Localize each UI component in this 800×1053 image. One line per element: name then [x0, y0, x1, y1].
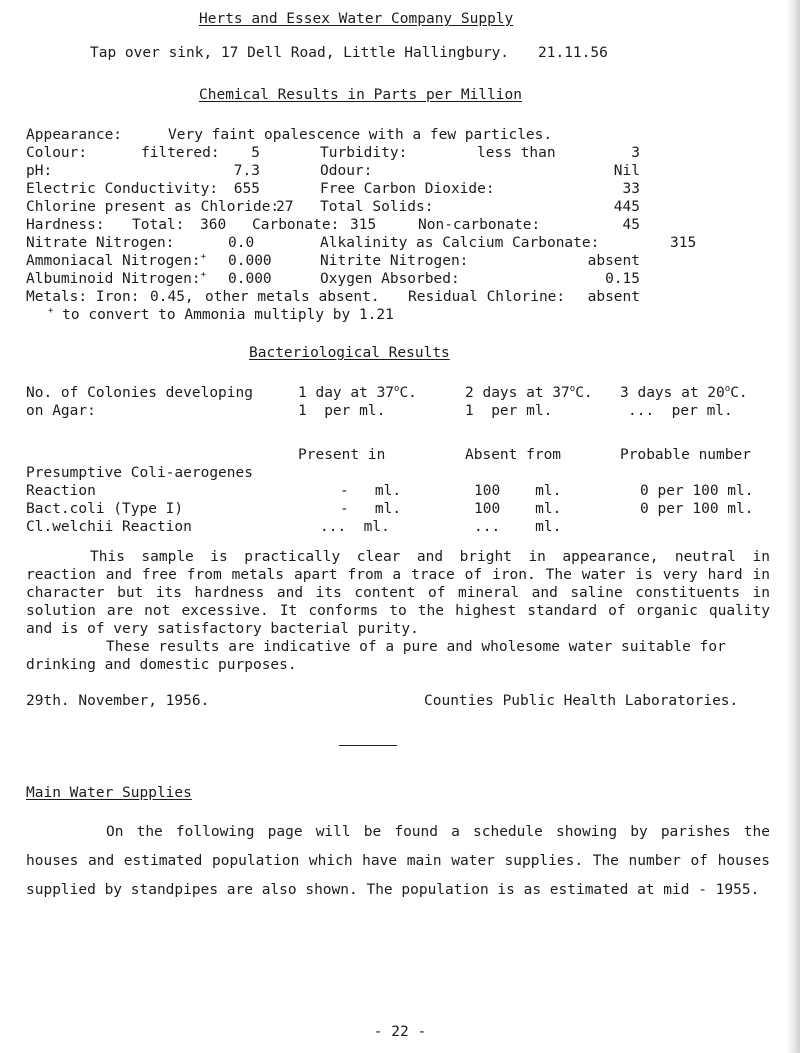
- oxygen-label: Oxygen Absorbed:: [320, 271, 460, 287]
- footnote-mark: +: [48, 306, 54, 316]
- nitrate-value: 0.0: [228, 235, 255, 251]
- colonies-2day-value: 1 per ml.: [465, 403, 553, 419]
- conductivity-label: Electric Conductivity:: [26, 181, 219, 197]
- bacteriological-title: Bacteriological Results: [249, 345, 450, 361]
- col3-head: 3 days at 20: [620, 385, 725, 401]
- colonies-3day-head: [620, 384, 748, 402]
- table-cell-probable: 0 per 100 ml.: [640, 501, 754, 517]
- report-date: 29th. November, 1956.: [26, 693, 210, 709]
- footnote-mark: +: [200, 252, 207, 262]
- carbonate-label: Carbonate:: [252, 217, 340, 233]
- main-supplies-text: On the following page will be found a schedule showing by parishes the houses and estimated population which have main water supplies. The number of houses supplied by standpipes are also shown. The population is as estimated at mid - 1955.: [26, 824, 770, 898]
- metals-label: Metals: Iron:: [26, 289, 140, 305]
- sample-location: Tap over sink, 17 Dell Road, Little Hallingbury.: [90, 45, 510, 61]
- probable-number-header: Probable number: [620, 447, 751, 463]
- albuminoid-nitrogen: [26, 270, 206, 288]
- metals-other: other metals absent.: [205, 289, 380, 305]
- presumptive-reaction-label: Reaction: [26, 483, 96, 499]
- nitrate-label: Nitrate Nitrogen:: [26, 235, 175, 251]
- turbidity-value: 3: [631, 145, 640, 161]
- colour-value: 5: [251, 145, 260, 161]
- appearance-label: Appearance:: [26, 127, 123, 143]
- turbidity-sub: less than: [477, 145, 556, 161]
- degree-mark: o: [394, 384, 400, 394]
- main-supplies-title: Main Water Supplies: [26, 785, 192, 801]
- section-divider: [339, 745, 397, 746]
- odour-label: Odour:: [320, 163, 373, 179]
- colour-sub: filtered:: [141, 145, 220, 161]
- table-cell-present: ... ml.: [320, 519, 390, 535]
- nitrite-label: Nitrite Nitrogen:: [320, 253, 469, 269]
- noncarbonate-value: 45: [622, 217, 640, 233]
- table-cell-absent: 100 ml.: [474, 483, 562, 499]
- presumptive-coli-label: Presumptive Coli-aerogenes: [26, 465, 253, 481]
- alkalinity-label: Alkalinity as Calcium Carbonate:: [320, 235, 600, 251]
- colonies-label-agar: on Agar:: [26, 403, 96, 419]
- carbonate-value: 315: [350, 217, 377, 233]
- residual-chlorine-value: absent: [587, 289, 640, 305]
- degree-mark: o: [724, 384, 731, 394]
- co2-value: 33: [622, 181, 640, 197]
- ammoniacal-nitrogen: [26, 252, 206, 270]
- residual-chlorine-label: Residual Chlorine:: [408, 289, 566, 305]
- solids-value: 445: [613, 199, 640, 215]
- col1-head: 1 day at 37: [298, 385, 395, 401]
- noncarbonate-label: Non-carbonate:: [418, 217, 541, 233]
- report-signatory: Counties Public Health Laboratories.: [424, 693, 739, 709]
- colonies-label: No. of Colonies developing: [26, 385, 253, 401]
- conductivity-value: 655: [233, 181, 260, 197]
- footnote: [48, 306, 394, 324]
- colonies-3day-value: ... per ml.: [628, 403, 733, 419]
- alkalinity-value: 315: [670, 235, 697, 251]
- odour-value: Nil: [613, 163, 640, 179]
- turbidity-label: Turbidity:: [320, 145, 408, 161]
- albuminoid-label: Albuminoid Nitrogen:: [26, 271, 201, 287]
- ammoniacal-value: 0.000: [228, 253, 272, 269]
- footnote-text: to convert to Ammonia multiply by 1.21: [62, 307, 394, 323]
- absent-from-header: Absent from: [465, 447, 562, 463]
- report-conclusion: These results are indicative of a pure and wholesome water suitable for drinking and domestic purposes.: [26, 639, 726, 673]
- ammoniacal-label: Ammoniacal Nitrogen:: [26, 253, 201, 269]
- appearance-value: Very faint opalescence with a few particles.: [168, 127, 553, 143]
- present-in-header: Present in: [298, 447, 386, 463]
- albuminoid-value: 0.000: [228, 271, 272, 287]
- col2-head: 2 days at 37: [465, 385, 570, 401]
- table-cell-present: - ml.: [340, 501, 402, 517]
- page-edge-shadow: [786, 0, 800, 1053]
- table-cell-probable: 0 per 100 ml.: [640, 483, 754, 499]
- bact-coli-label: Bact.coli (Type I): [26, 501, 184, 517]
- colonies-2day-head: [465, 384, 593, 402]
- col2-unit: C.: [575, 385, 593, 401]
- report-paragraph: This sample is practically clear and bright in appearance, neutral in reaction and free from metals apart from a trace of iron. The water is very hard in character but its hardness and its content of mineral and saline constituents in solution are not excessive. It conforms to the highest standard of organic quality and is of very satisfactory bacterial purity.: [26, 549, 770, 637]
- table-cell-absent: 100 ml.: [474, 501, 562, 517]
- sample-date: 21.11.56: [538, 45, 608, 61]
- cl-welchii-label: Cl.welchii Reaction: [26, 519, 192, 535]
- colonies-1day-value: 1 per ml.: [298, 403, 386, 419]
- footnote-mark: +: [200, 270, 207, 280]
- co2-label: Free Carbon Dioxide:: [320, 181, 495, 197]
- hardness-total-value: 360: [200, 217, 227, 233]
- ph-value: 7.3: [233, 163, 260, 179]
- ph-label: pH:: [26, 163, 53, 179]
- page-number: - 22 -: [373, 1024, 427, 1040]
- chlorine-value: 27: [276, 199, 294, 215]
- colour-label: Colour:: [26, 145, 88, 161]
- hardness-label: Hardness:: [26, 217, 105, 233]
- chemical-results-title: Chemical Results in Parts per Million: [199, 87, 523, 103]
- degree-mark: o: [569, 384, 576, 394]
- hardness-total-label: Total:: [132, 217, 185, 233]
- oxygen-value: 0.15: [605, 271, 640, 287]
- supply-title: Herts and Essex Water Company Supply: [199, 11, 514, 27]
- nitrite-value: absent: [587, 253, 640, 269]
- metals-iron-value: 0.45,: [150, 289, 194, 305]
- colonies-1day-head: [298, 384, 417, 402]
- table-cell-present: - ml.: [340, 483, 402, 499]
- col3-unit: C.: [730, 385, 748, 401]
- chlorine-label: Chlorine present as Chloride:: [26, 199, 280, 215]
- col1-unit: C.: [399, 385, 417, 401]
- table-cell-absent: ... ml.: [474, 519, 562, 535]
- solids-label: Total Solids:: [320, 199, 434, 215]
